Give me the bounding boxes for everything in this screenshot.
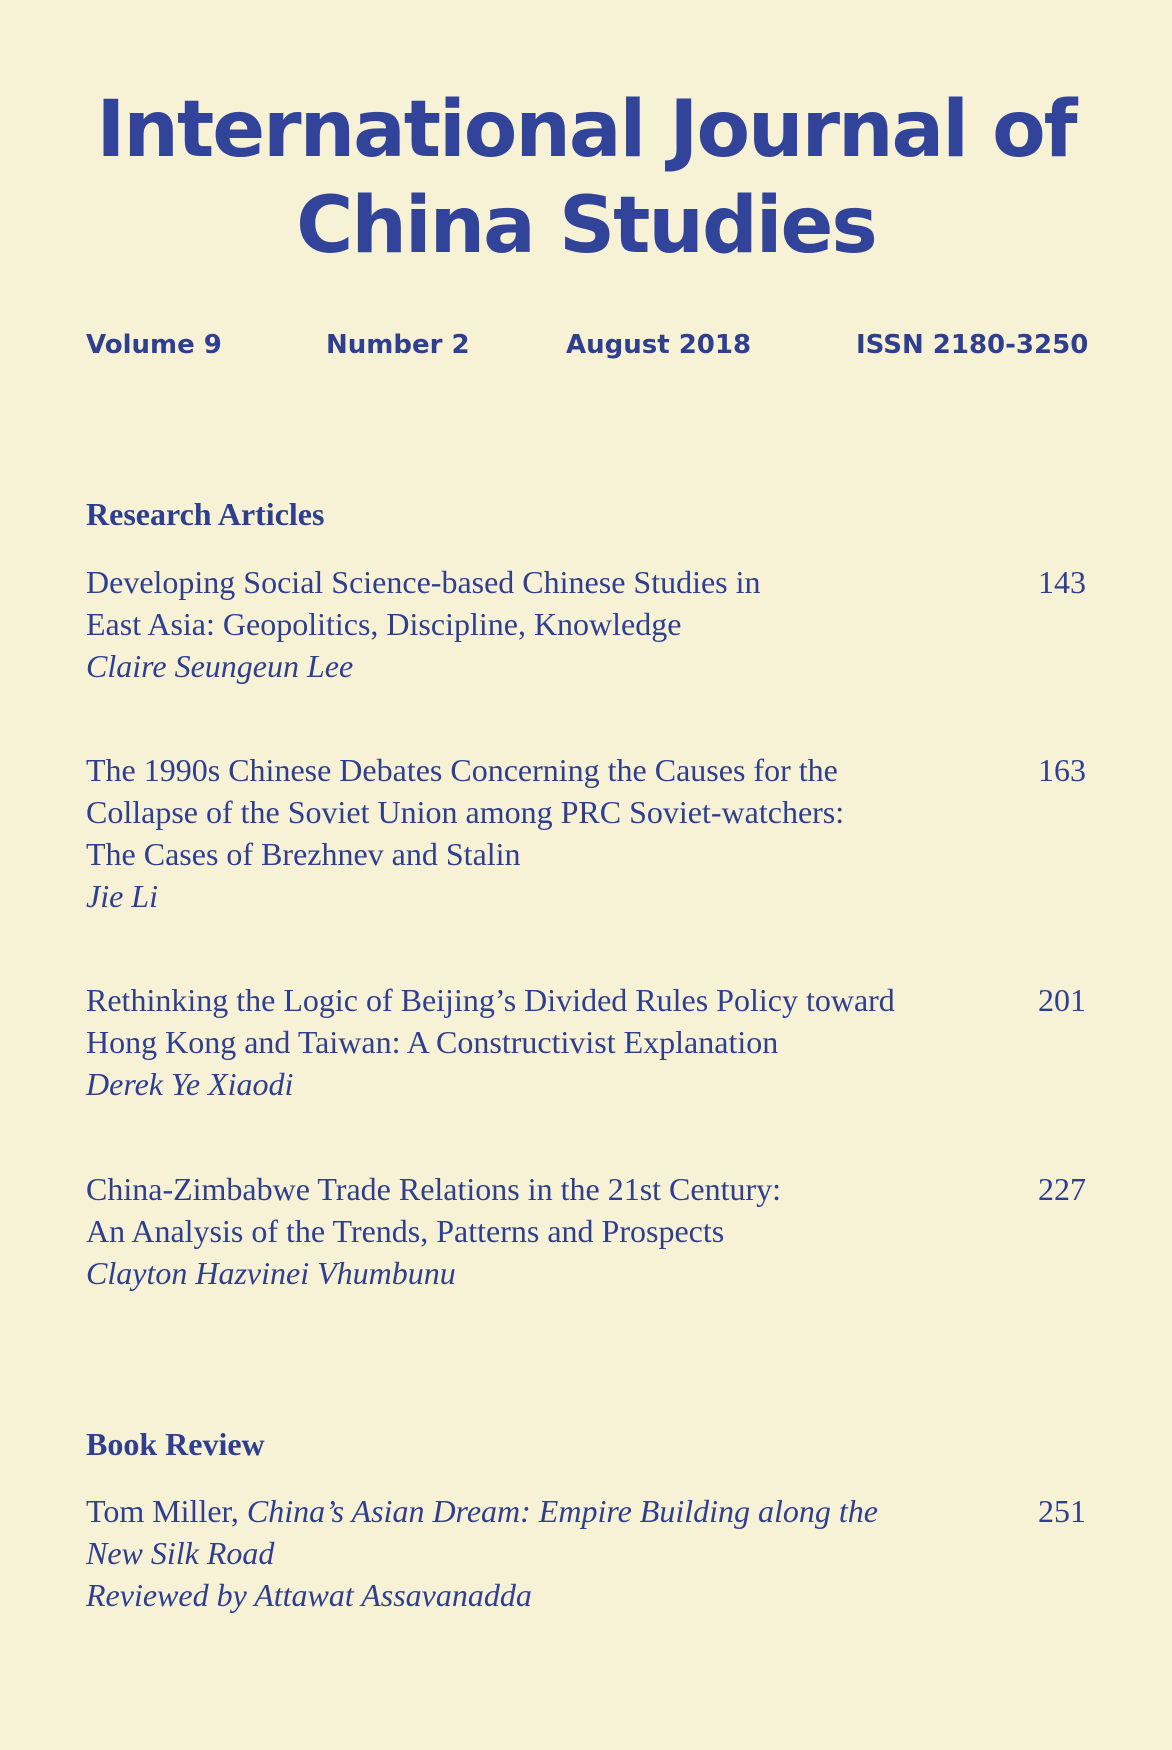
date-label: August 2018 <box>566 330 752 360</box>
book-reviewer: Reviewed by Attawat Assavanadda <box>86 1577 532 1613</box>
article-title-line: China-Zimbabwe Trade Relations in the 21st Century: <box>86 1171 782 1207</box>
article-page-number: 143 <box>1038 564 1086 600</box>
article-title-line: Rethinking the Logic of Beijing’s Divided Rules Policy toward <box>86 982 895 1018</box>
book-author: Tom Miller, <box>86 1493 247 1529</box>
article-title-line: East Asia: Geopolitics, Discipline, Knowledge <box>86 606 682 642</box>
article-author: Jie Li <box>86 878 158 914</box>
book-review-page-number: 251 <box>1038 1493 1086 1529</box>
article-author: Derek Ye Xiaodi <box>86 1066 294 1102</box>
article-page-number: 201 <box>1038 982 1086 1018</box>
article-entry <box>86 1168 1086 1294</box>
journal-title-line-2: China Studies <box>296 181 876 271</box>
article-author: Clayton Hazvinei Vhumbunu <box>86 1255 456 1291</box>
research-articles-heading: Research Articles <box>86 496 325 532</box>
book-review-entry <box>86 1490 1086 1616</box>
book-title-continued: New Silk Road <box>86 1535 275 1571</box>
article-page-number: 163 <box>1038 752 1086 788</box>
issn-label: ISSN 2180-3250 <box>856 330 1089 360</box>
article-title-line: Collapse of the Soviet Union among PRC Soviet-watchers: <box>86 794 845 830</box>
article-title-line: Hong Kong and Taiwan: A Constructivist Explanation <box>86 1024 779 1060</box>
article-title-line: Developing Social Science-based Chinese Studies in <box>86 564 761 600</box>
article-entry <box>86 561 1086 687</box>
article-title-line: The 1990s Chinese Debates Concerning the Causes for the <box>86 752 838 788</box>
article-entry <box>86 749 1086 917</box>
book-review-title-line <box>86 1490 1086 1532</box>
article-author: Claire Seungeun Lee <box>86 648 354 684</box>
journal-title-line-1: International Journal of <box>96 85 1076 175</box>
article-page-number: 227 <box>1038 1171 1086 1207</box>
article-title-line: An Analysis of the Trends, Patterns and Prospects <box>86 1213 725 1249</box>
article-title-line: The Cases of Brezhnev and Stalin <box>86 836 521 872</box>
book-title: China’s Asian Dream: Empire Building along the <box>246 1493 878 1529</box>
article-entry <box>86 979 1086 1105</box>
book-review-heading: Book Review <box>86 1426 265 1462</box>
volume-label: Volume 9 <box>86 330 222 360</box>
number-label: Number 2 <box>326 330 470 360</box>
